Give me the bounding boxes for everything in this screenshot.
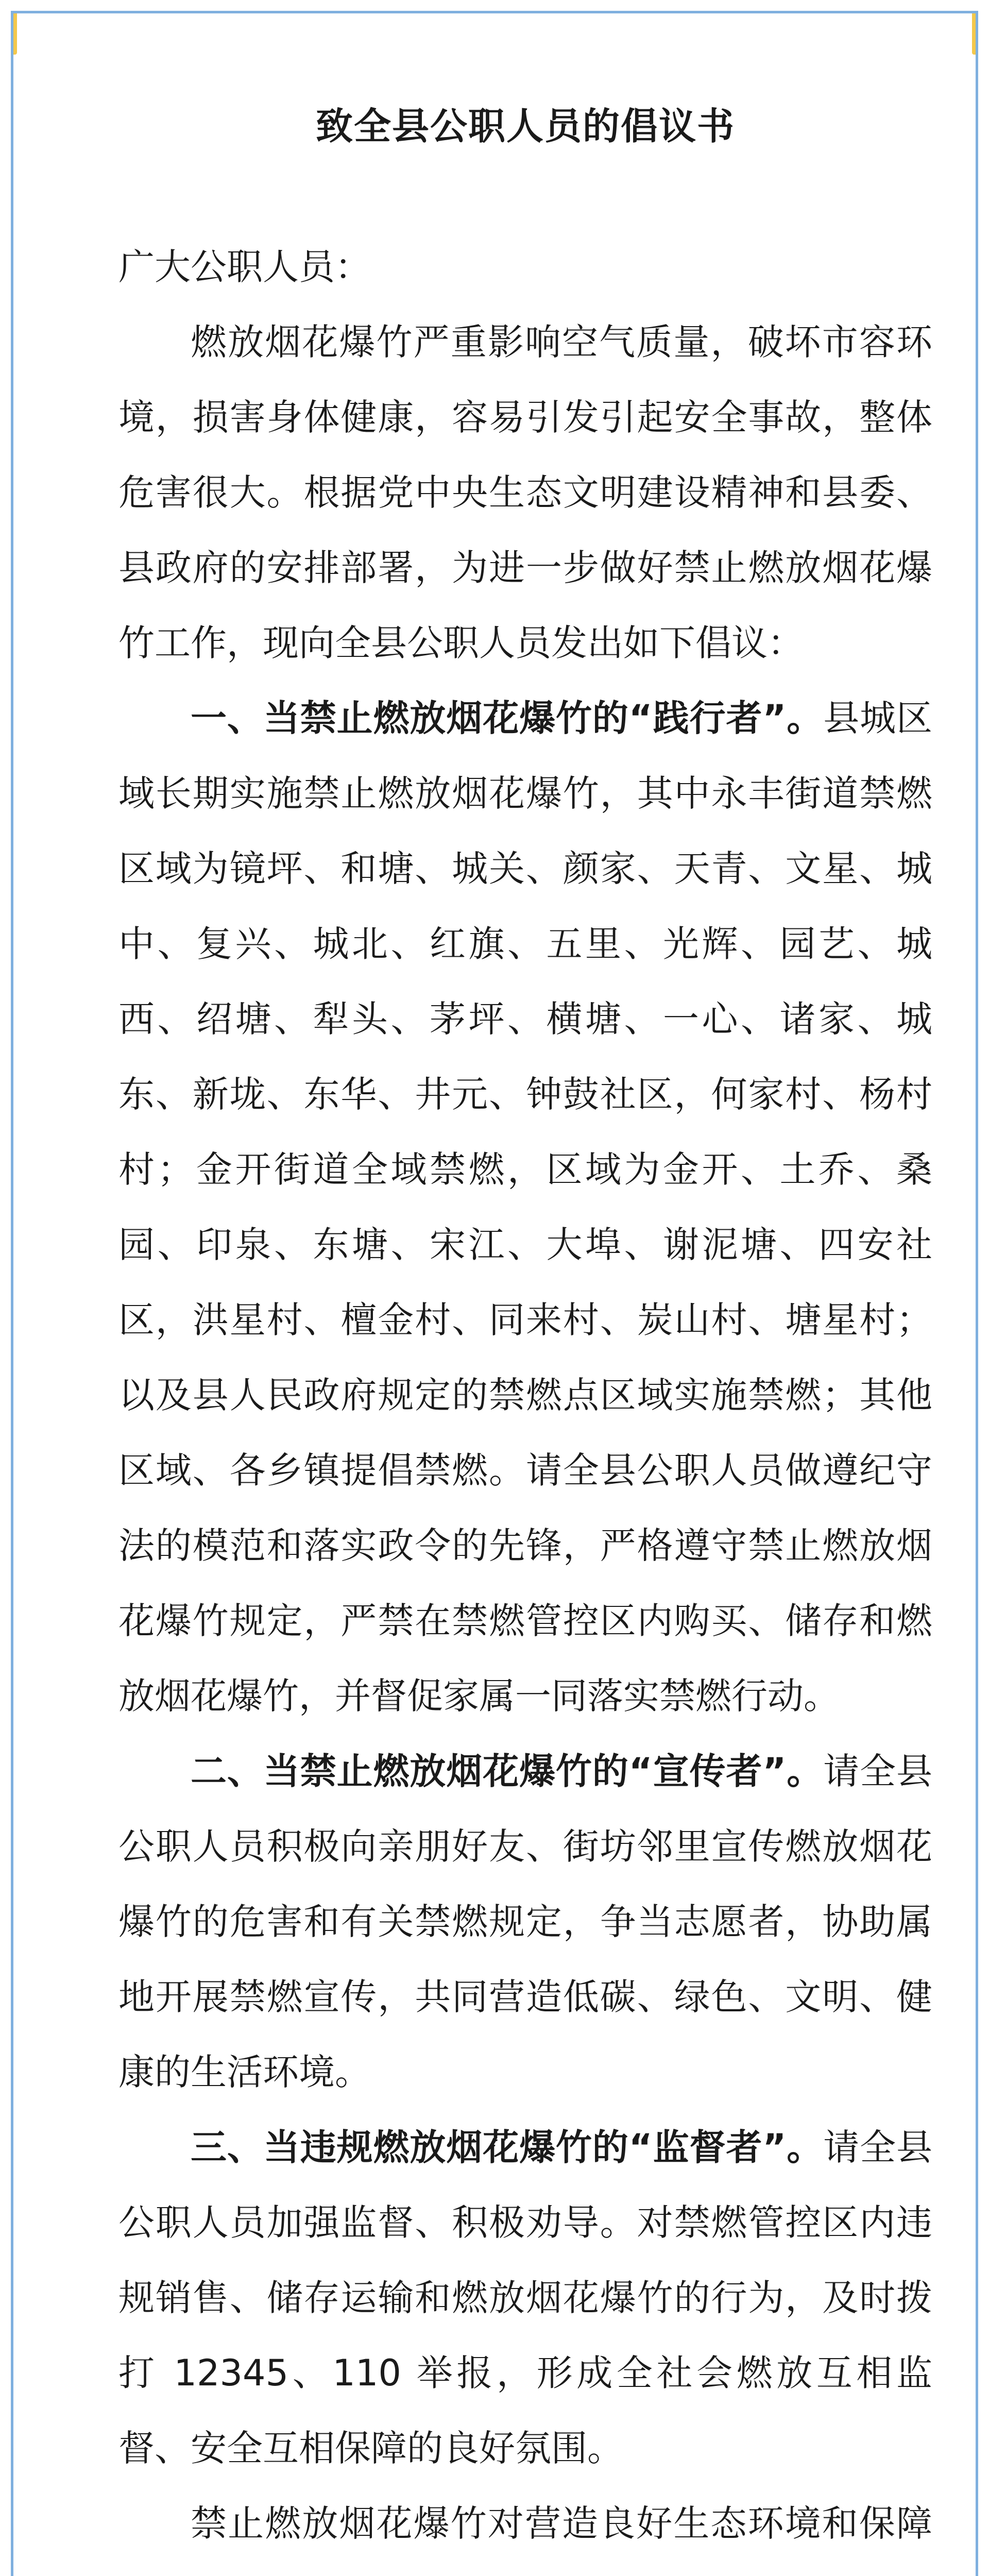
section-1-body: 县城区域长期实施禁止燃放烟花爆竹，其中永丰街道禁燃区域为镜坪、和塘、城关、颜家、天青、文星、城中、复兴、城北、红旗、五里、光辉、园艺、城西、绍塘、犁头、茅坪、横塘、一心、诸家、城东、新垅、东华、井元、钟鼓社区，何家村、杨村村；金开街道全域禁燃，区域为金开、土乔、桑园、印泉、东塘、宋江、大埠、谢泥塘、四安社区，洪星村、檀金村、同来村、炭山村、塘星村；以及县人民政府规定的禁燃点区域实施禁燃；其他区域、各乡镇提倡禁燃。请全县公职人员做遵纪守法的模范和落实政令的先锋，严格遵守禁止燃放烟花爆竹规定，严禁在禁燃管控区内购买、储存和燃放烟花爆竹，并督促家属一同落实禁燃行动。 <box>118 697 933 1717</box>
corner-accent-left <box>13 13 17 55</box>
section-3-paragraph <box>118 2110 932 2486</box>
section-1-paragraph <box>118 681 932 1734</box>
section-1-heading: 一、当禁止燃放烟花爆竹的“践行者”。 <box>191 697 824 739</box>
document-title: 致全县公职人员的倡议书 <box>315 105 735 148</box>
document-body <box>118 103 932 2576</box>
section-2-heading: 二、当禁止燃放烟花爆竹的“宣传者”。 <box>191 1750 824 1792</box>
section-2-paragraph <box>118 1734 932 2110</box>
section-3-body: 请全县公职人员加强监督、积极劝导。对禁燃管控区内违规销售、储存运输和燃放烟花爆竹的行为，及时拨打 12345、110 举报，形成全社会燃放互相监督、安全互相保障的良好氛围。 <box>118 2126 933 2469</box>
intro-paragraph: 燃放烟花爆竹严重影响空气质量，破坏市容环境，损害身体健康，容易引发引起安全事故，整体危害很大。根据党中央生态文明建设精神和县委、县政府的安排部署，为进一步做好禁止燃放烟花爆竹工作，现向全县公职人员发出如下倡议： <box>118 321 932 664</box>
section-3-heading: 三、当违规燃放烟花爆竹的“监督者”。 <box>191 2126 824 2168</box>
corner-accent-right <box>972 13 976 55</box>
section-2-body: 请全县公职人员积极向亲朋好友、街坊邻里宣传燃放烟花爆竹的危害和有关禁燃规定，争当志愿者，协助属地开展禁燃宣传，共同营造低碳、绿色、文明、健康的生活环境。 <box>118 1750 933 2093</box>
closing-paragraph: 禁止燃放烟花爆竹对营造良好生态环境和保障 <box>191 2502 932 2545</box>
salutation: 广大公职人员： <box>118 246 371 288</box>
